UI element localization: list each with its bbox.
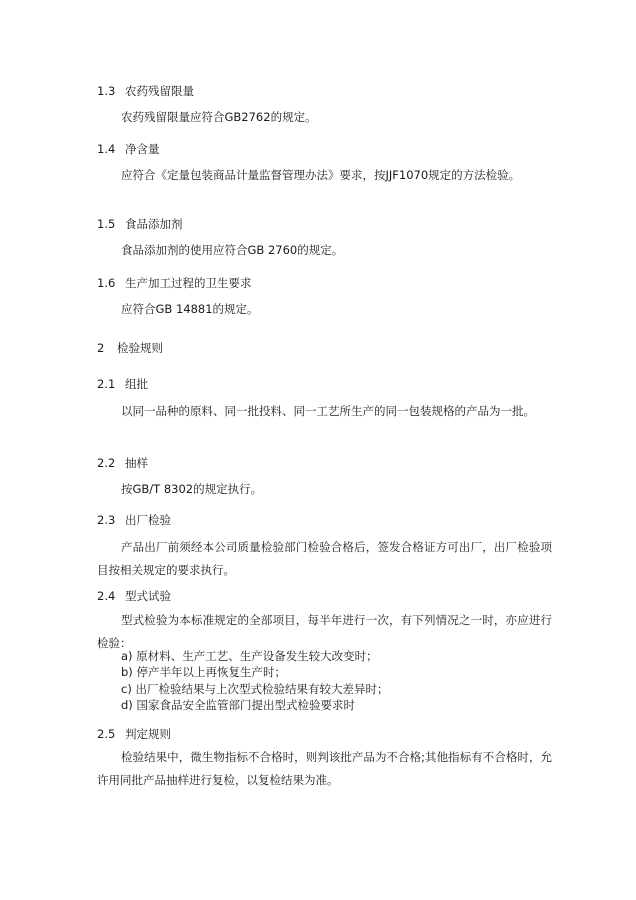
section-title: 净含量 bbox=[125, 142, 160, 156]
section-number: 1.3 bbox=[97, 84, 116, 98]
section-title: 型式试验 bbox=[125, 589, 171, 603]
section-heading-2-5 bbox=[97, 726, 171, 742]
section-heading-1-5 bbox=[97, 216, 183, 232]
section-body-2-5: 检验结果中，微生物指标不合格时，则判该批产品为不合格;其他指标有不合格时，允许用同批产品抽样进行复检，以复检结果为准。 bbox=[97, 750, 552, 787]
section-body-2-3: 产品出厂前须经本公司质量检验部门检验合格后，签发合格证方可出厂，出厂检验项目按相关规定的要求执行。 bbox=[97, 540, 552, 577]
section-title: 抽样 bbox=[125, 456, 148, 470]
section-body-1-6: 应符合GB 14881的规定。 bbox=[121, 302, 259, 316]
section-heading-2-4 bbox=[97, 588, 171, 604]
section-body-2-1: 以同一品种的原料、同一批投料、同一工艺所生产的同一包装规格的产品为一批。 bbox=[121, 404, 535, 418]
section-title: 农药残留限量 bbox=[125, 84, 194, 98]
section-number: 1.4 bbox=[97, 142, 116, 156]
section-body-2-2: 按GB/T 8302的规定执行。 bbox=[121, 482, 263, 496]
section-number: 2.1 bbox=[97, 377, 116, 391]
section-number: 2 bbox=[97, 341, 105, 355]
section-title: 检验规则 bbox=[117, 341, 163, 355]
section-number: 2.4 bbox=[97, 589, 116, 603]
section-heading-2 bbox=[97, 340, 163, 356]
section-title: 判定规则 bbox=[125, 727, 171, 741]
section-heading-2-3 bbox=[97, 512, 171, 528]
section-number: 2.2 bbox=[97, 456, 116, 470]
section-heading-1-6 bbox=[97, 275, 252, 291]
list-item: a) 原材料、生产工艺、生产设备发生较大改变时； bbox=[121, 649, 378, 663]
section-heading-1-3 bbox=[97, 83, 194, 99]
section-number: 1.6 bbox=[97, 276, 116, 290]
section-heading-1-4 bbox=[97, 141, 160, 157]
section-number: 1.5 bbox=[97, 217, 116, 231]
section-body-2-4: 型式检验为本标准规定的全部项目，每半年进行一次，有下列情况之一时，亦应进行检验： bbox=[97, 613, 552, 650]
section-title: 食品添加剂 bbox=[125, 217, 183, 231]
section-body-1-4: 应符合《定量包装商品计量监督管理办法》要求，按JJF1070规定的方法检验。 bbox=[121, 168, 521, 182]
section-body-1-3: 农药残留限量应符合GB2762的规定。 bbox=[121, 110, 317, 124]
section-body-1-5: 食品添加剂的使用应符合GB 2760的规定。 bbox=[121, 243, 344, 257]
list-item: c) 出厂检验结果与上次型式检验结果有较大差异时； bbox=[121, 682, 389, 696]
section-title: 生产加工过程的卫生要求 bbox=[125, 276, 252, 290]
section-number: 2.3 bbox=[97, 513, 116, 527]
list-item: b) 停产半年以上再恢复生产时； bbox=[121, 665, 286, 679]
section-title: 出厂检验 bbox=[125, 513, 171, 527]
list-item: d) 国家食品安全监管部门提出型式检验要求时 bbox=[121, 698, 355, 712]
section-title: 组批 bbox=[125, 377, 148, 391]
section-heading-2-1 bbox=[97, 376, 148, 392]
section-heading-2-2 bbox=[97, 455, 148, 471]
section-number: 2.5 bbox=[97, 727, 116, 741]
